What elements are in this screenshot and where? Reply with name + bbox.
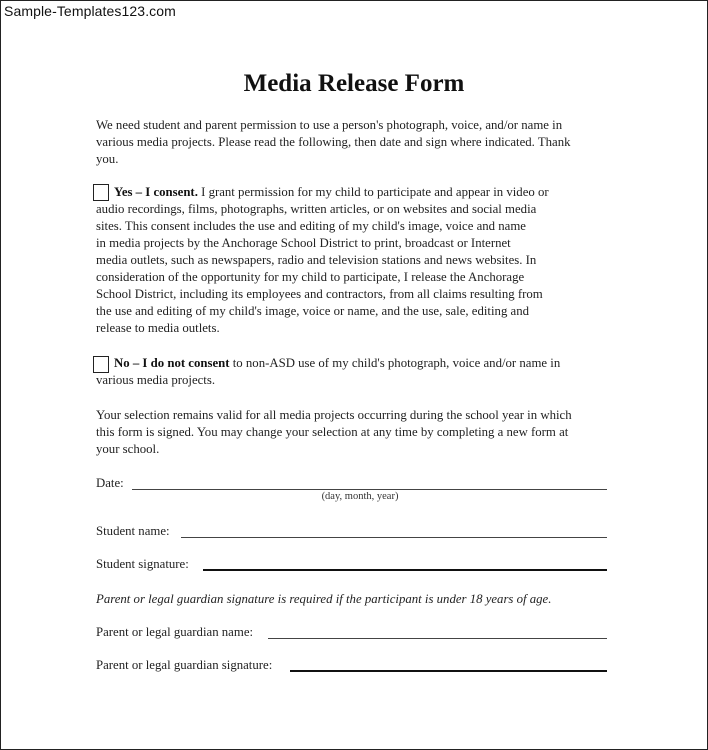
consent-yes-line: media outlets, such as newspapers, radio and television stations and news websites. In	[96, 253, 537, 267]
validity-line: Your selection remains valid for all media projects occurring during the school year in which	[96, 408, 572, 422]
intro-paragraph	[96, 117, 616, 168]
validity-paragraph	[96, 407, 616, 458]
consent-yes-line: consideration of the opportunity for my child to participate, I release the Anchorage	[96, 270, 525, 284]
consent-yes-paragraph	[96, 184, 616, 337]
student-signature-label: Student signature:	[96, 557, 189, 571]
date-input-line[interactable]	[132, 489, 607, 490]
consent-yes-line: the use and editing of my child's image, voice or name, and the use, sale, editing and	[96, 304, 530, 318]
consent-yes-text: I grant permission for my child to participate and appear in video or	[197, 185, 549, 199]
consent-no-paragraph	[96, 355, 616, 389]
consent-yes-line: School District, including its employees and contractors, from all claims resulting from	[96, 287, 543, 301]
student-name-input-line[interactable]	[181, 537, 607, 538]
guardian-signature-label: Parent or legal guardian signature:	[96, 658, 273, 672]
consent-yes-line: sites. This consent includes the use and editing of my child's image, voice and name	[96, 219, 526, 233]
guardian-name-label: Parent or legal guardian name:	[96, 625, 254, 639]
validity-line: this form is signed. You may change your selection at any time by completing a new form at	[96, 425, 569, 439]
consent-no-line: various media projects.	[96, 373, 216, 387]
student-signature-line[interactable]	[203, 569, 607, 571]
consent-yes-line: audio recordings, films, photographs, written articles, or on websites and social media	[96, 202, 537, 216]
date-format-hint: (day, month, year)	[321, 491, 399, 502]
consent-no-label: No – I do not consent	[114, 356, 230, 370]
date-label: Date:	[96, 476, 124, 490]
intro-line: various media projects. Please read the following, then date and sign where indicated. Thank	[96, 135, 571, 149]
consent-yes-line: release to media outlets.	[96, 321, 220, 335]
consent-no-text: to non-ASD use of my child's photograph, voice and/or name in	[229, 356, 561, 370]
intro-line: We need student and parent permission to use a person's photograph, voice, and/or name in	[96, 118, 563, 132]
guardian-signature-line[interactable]	[290, 670, 607, 672]
form-title: Media Release Form	[243, 70, 465, 97]
guardian-name-input-line[interactable]	[268, 638, 607, 639]
consent-yes-label: Yes – I consent.	[114, 185, 198, 199]
guardian-note: Parent or legal guardian signature is required if the participant is under 18 years of age.	[96, 592, 552, 606]
validity-line: your school.	[96, 442, 160, 456]
site-watermark: Sample-Templates123.com	[4, 3, 176, 19]
intro-line: you.	[96, 152, 119, 166]
consent-yes-line: in media projects by the Anchorage School District to print, broadcast or Internet	[96, 236, 511, 250]
student-name-label: Student name:	[96, 524, 170, 538]
